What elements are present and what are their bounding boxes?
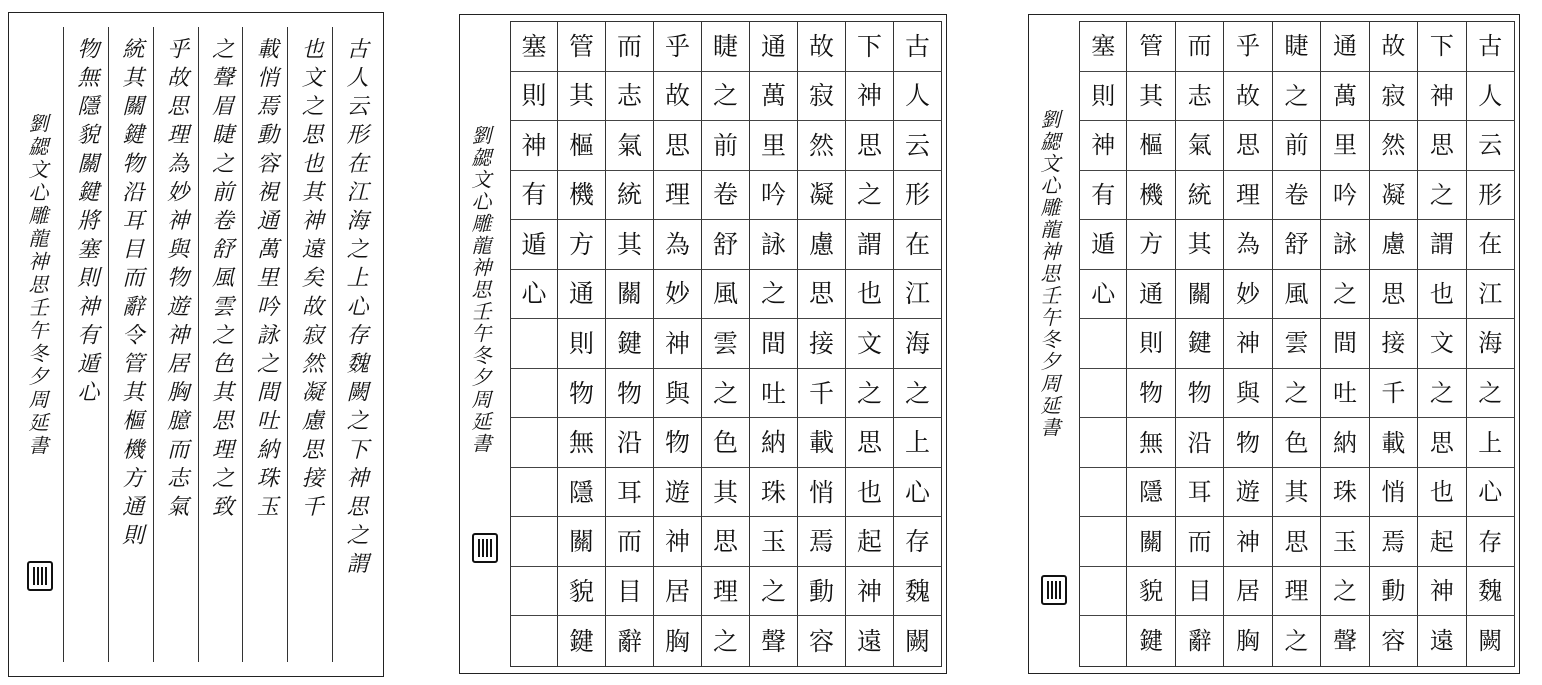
grid-cell: 遁 — [1079, 220, 1127, 270]
grid-cell: 寂 — [798, 72, 846, 122]
grid-cell — [1079, 418, 1127, 468]
grid-cell: 文 — [1418, 319, 1466, 369]
column-text: 物無隱貌關鍵將塞則神有遁心 — [73, 37, 99, 409]
grid-cell — [510, 418, 558, 468]
grid-cell: 則 — [558, 319, 606, 369]
grid-cell: 千 — [1370, 369, 1418, 419]
grid-cell — [1079, 369, 1127, 419]
calligraphy-panel-running-script — [8, 12, 384, 677]
signature-text: 劉勰文心雕龍神思壬午冬夕周延書 — [468, 125, 492, 455]
grid-cell — [510, 517, 558, 567]
grid-cell: 之 — [846, 369, 894, 419]
grid-cell: 辭 — [606, 616, 654, 666]
seal-stamp — [27, 561, 53, 591]
grid-cell: 起 — [846, 517, 894, 567]
grid-cell: 之 — [1467, 369, 1515, 419]
grid-cell: 關 — [1127, 517, 1175, 567]
grid-cell: 納 — [1321, 418, 1369, 468]
grid-cell: 神 — [1079, 121, 1127, 171]
grid-cell: 通 — [558, 270, 606, 320]
grid-cell: 云 — [894, 121, 942, 171]
grid-cell: 妙 — [654, 270, 702, 320]
grid-cell: 思 — [1224, 121, 1272, 171]
grid-cell: 神 — [846, 567, 894, 617]
grid-cell — [1079, 567, 1127, 617]
grid-cell: 也 — [846, 468, 894, 518]
grid-cell: 魏 — [894, 567, 942, 617]
grid-cell: 與 — [654, 369, 702, 419]
grid-cell: 物 — [1127, 369, 1175, 419]
grid-cell: 風 — [1273, 270, 1321, 320]
grid-cell: 理 — [654, 171, 702, 221]
grid-cell: 之 — [1273, 369, 1321, 419]
column-text: 之聲眉睫之前卷舒風雲之色其思理之致 — [208, 37, 234, 524]
grid-cell: 之 — [1321, 270, 1369, 320]
text-column — [153, 27, 198, 662]
grid-cell: 魏 — [1467, 567, 1515, 617]
grid-cell: 無 — [558, 418, 606, 468]
grid-cell: 遊 — [654, 468, 702, 518]
grid-cell: 管 — [558, 22, 606, 72]
grid-cell: 耳 — [1176, 468, 1224, 518]
grid-cell: 雲 — [702, 319, 750, 369]
grid-cell: 塞 — [1079, 22, 1127, 72]
character-grid — [510, 21, 942, 667]
grid-cell: 貌 — [558, 567, 606, 617]
grid-cell: 悄 — [798, 468, 846, 518]
grid-cell: 色 — [702, 418, 750, 468]
grid-cell: 管 — [1127, 22, 1175, 72]
grid-cell: 之 — [750, 567, 798, 617]
grid-cell: 樞 — [1127, 121, 1175, 171]
grid-cell: 動 — [1370, 567, 1418, 617]
column-text: 統其關鍵物沿耳目而辭令管其樞機方通則 — [118, 37, 144, 552]
grid-cell: 沿 — [606, 418, 654, 468]
grid-cell: 目 — [606, 567, 654, 617]
grid-cell: 上 — [1467, 418, 1515, 468]
grid-cell: 卷 — [702, 171, 750, 221]
grid-cell: 凝 — [1370, 171, 1418, 221]
grid-cell: 慮 — [1370, 220, 1418, 270]
grid-cell: 里 — [750, 121, 798, 171]
character-grid — [1079, 21, 1515, 667]
grid-cell: 玉 — [750, 517, 798, 567]
grid-cell: 人 — [1467, 72, 1515, 122]
grid-cell: 心 — [1467, 468, 1515, 518]
grid-cell: 詠 — [1321, 220, 1369, 270]
grid-cell: 物 — [654, 418, 702, 468]
grid-cell: 目 — [1176, 567, 1224, 617]
grid-cell: 間 — [1321, 319, 1369, 369]
grid-cell: 神 — [1224, 319, 1272, 369]
grid-cell: 氣 — [1176, 121, 1224, 171]
grid-cell: 理 — [702, 567, 750, 617]
grid-cell: 之 — [750, 270, 798, 320]
grid-cell: 則 — [1079, 72, 1127, 122]
grid-cell: 珠 — [750, 468, 798, 518]
grid-cell: 思 — [798, 270, 846, 320]
grid-cell: 形 — [1467, 171, 1515, 221]
grid-cell: 物 — [558, 369, 606, 419]
grid-cell: 古 — [894, 22, 942, 72]
grid-cell: 然 — [1370, 121, 1418, 171]
grid-cell: 下 — [1418, 22, 1466, 72]
grid-cell: 動 — [798, 567, 846, 617]
grid-cell: 為 — [654, 220, 702, 270]
grid-cell: 也 — [1418, 270, 1466, 320]
grid-cell: 舒 — [702, 220, 750, 270]
grid-cell: 之 — [894, 369, 942, 419]
grid-cell: 載 — [1370, 418, 1418, 468]
grid-cell — [1079, 616, 1127, 666]
grid-cell: 胸 — [1224, 616, 1272, 666]
grid-cell: 理 — [1224, 171, 1272, 221]
grid-cell: 凝 — [798, 171, 846, 221]
grid-cell: 志 — [1176, 72, 1224, 122]
grid-cell: 思 — [1273, 517, 1321, 567]
calligraphy-panel-regular-script — [459, 14, 947, 674]
grid-cell: 容 — [798, 616, 846, 666]
text-column — [198, 27, 243, 662]
grid-cell: 謂 — [1418, 220, 1466, 270]
grid-cell: 之 — [702, 369, 750, 419]
grid-cell: 妙 — [1224, 270, 1272, 320]
grid-cell: 千 — [798, 369, 846, 419]
grid-cell: 之 — [1321, 567, 1369, 617]
grid-cell: 接 — [798, 319, 846, 369]
grid-cell: 心 — [894, 468, 942, 518]
grid-cell: 思 — [846, 121, 894, 171]
grid-cell: 遠 — [1418, 616, 1466, 666]
grid-cell: 江 — [894, 270, 942, 320]
grid-cell: 謂 — [846, 220, 894, 270]
grid-cell: 機 — [558, 171, 606, 221]
text-column — [108, 27, 153, 662]
grid-cell: 隱 — [1127, 468, 1175, 518]
grid-cell: 色 — [1273, 418, 1321, 468]
text-column — [332, 27, 377, 662]
grid-cell: 闕 — [894, 616, 942, 666]
grid-cell: 海 — [1467, 319, 1515, 369]
grid-cell: 云 — [1467, 121, 1515, 171]
grid-cell: 耳 — [606, 468, 654, 518]
grid-cell: 辭 — [1176, 616, 1224, 666]
grid-cell: 遊 — [1224, 468, 1272, 518]
grid-cell — [510, 616, 558, 666]
grid-cell: 慮 — [798, 220, 846, 270]
grid-cell: 神 — [510, 121, 558, 171]
column-text: 乎故思理為妙神與物遊神居胸臆而志氣 — [163, 37, 189, 524]
grid-cell: 也 — [1418, 468, 1466, 518]
grid-cell: 睫 — [702, 22, 750, 72]
grid-cell — [1079, 319, 1127, 369]
grid-cell: 之 — [702, 72, 750, 122]
grid-cell: 接 — [1370, 319, 1418, 369]
grid-cell: 焉 — [1370, 517, 1418, 567]
grid-cell: 神 — [1224, 517, 1272, 567]
grid-cell: 存 — [894, 517, 942, 567]
signature-text: 劉勰文心雕龍神思壬午冬夕周延書 — [25, 113, 49, 458]
grid-cell: 其 — [1176, 220, 1224, 270]
grid-cell: 寂 — [1370, 72, 1418, 122]
grid-cell: 焉 — [798, 517, 846, 567]
grid-cell: 間 — [750, 319, 798, 369]
grid-cell: 遠 — [846, 616, 894, 666]
grid-cell: 萬 — [1321, 72, 1369, 122]
grid-cell: 神 — [654, 319, 702, 369]
grid-cell: 為 — [1224, 220, 1272, 270]
grid-cell: 然 — [798, 121, 846, 171]
grid-cell: 遁 — [510, 220, 558, 270]
column-text: 載悄焉動容視通萬里吟詠之間吐納珠玉 — [253, 37, 279, 524]
grid-cell: 吐 — [1321, 369, 1369, 419]
grid-cell: 在 — [894, 220, 942, 270]
grid-cell: 而 — [606, 22, 654, 72]
grid-cell: 之 — [846, 171, 894, 221]
grid-cell: 之 — [1418, 171, 1466, 221]
grid-cell: 詠 — [750, 220, 798, 270]
grid-cell: 塞 — [510, 22, 558, 72]
grid-cell: 通 — [1321, 22, 1369, 72]
grid-cell: 統 — [606, 171, 654, 221]
grid-cell: 故 — [798, 22, 846, 72]
grid-cell: 江 — [1467, 270, 1515, 320]
grid-cell: 無 — [1127, 418, 1175, 468]
grid-cell: 與 — [1224, 369, 1272, 419]
grid-cell: 樞 — [558, 121, 606, 171]
grid-cell: 通 — [1127, 270, 1175, 320]
column-text: 古人云形在江海之上心存魏闕之下神思之謂 — [343, 37, 369, 581]
grid-cell: 故 — [1224, 72, 1272, 122]
grid-cell — [1079, 517, 1127, 567]
grid-cell: 思 — [702, 517, 750, 567]
grid-cell: 志 — [606, 72, 654, 122]
grid-cell: 之 — [702, 616, 750, 666]
grid-cell: 吐 — [750, 369, 798, 419]
grid-cell: 之 — [1418, 369, 1466, 419]
grid-cell: 風 — [702, 270, 750, 320]
grid-cell: 乎 — [654, 22, 702, 72]
grid-cell: 萬 — [750, 72, 798, 122]
grid-cell: 雲 — [1273, 319, 1321, 369]
grid-cell: 鍵 — [606, 319, 654, 369]
grid-cell: 前 — [1273, 121, 1321, 171]
grid-cell: 方 — [558, 220, 606, 270]
grid-cell: 方 — [1127, 220, 1175, 270]
grid-cell: 神 — [846, 72, 894, 122]
grid-cell: 文 — [846, 319, 894, 369]
grid-cell: 神 — [654, 517, 702, 567]
grid-cell: 納 — [750, 418, 798, 468]
vertical-line-rules — [63, 27, 377, 662]
text-column — [242, 27, 287, 662]
text-column — [63, 27, 108, 662]
grid-cell: 關 — [1176, 270, 1224, 320]
grid-cell: 氣 — [606, 121, 654, 171]
grid-cell: 心 — [1079, 270, 1127, 320]
grid-cell: 而 — [1176, 22, 1224, 72]
grid-cell: 胸 — [654, 616, 702, 666]
grid-cell: 關 — [558, 517, 606, 567]
grid-cell: 隱 — [558, 468, 606, 518]
grid-cell: 統 — [1176, 171, 1224, 221]
grid-cell: 思 — [846, 418, 894, 468]
grid-cell: 則 — [510, 72, 558, 122]
grid-cell: 睫 — [1273, 22, 1321, 72]
grid-cell: 思 — [1370, 270, 1418, 320]
grid-cell: 容 — [1370, 616, 1418, 666]
grid-cell: 其 — [606, 220, 654, 270]
grid-cell: 沿 — [1176, 418, 1224, 468]
seal-stamp — [1041, 575, 1067, 605]
grid-cell: 其 — [1273, 468, 1321, 518]
grid-cell — [1079, 468, 1127, 518]
seal-stamp — [472, 533, 498, 563]
grid-cell: 上 — [894, 418, 942, 468]
grid-cell — [510, 567, 558, 617]
grid-cell: 鍵 — [558, 616, 606, 666]
grid-cell: 故 — [1370, 22, 1418, 72]
grid-cell: 舒 — [1273, 220, 1321, 270]
grid-cell — [510, 369, 558, 419]
grid-cell: 之 — [1273, 72, 1321, 122]
grid-cell: 里 — [1321, 121, 1369, 171]
grid-cell: 思 — [1418, 121, 1466, 171]
grid-cell: 也 — [846, 270, 894, 320]
grid-cell: 其 — [1127, 72, 1175, 122]
grid-cell: 海 — [894, 319, 942, 369]
grid-cell: 則 — [1127, 319, 1175, 369]
text-column — [287, 27, 332, 662]
grid-cell: 聲 — [750, 616, 798, 666]
grid-cell: 鍵 — [1176, 319, 1224, 369]
grid-cell: 其 — [702, 468, 750, 518]
grid-cell — [510, 319, 558, 369]
grid-cell: 通 — [750, 22, 798, 72]
grid-cell: 吟 — [1321, 171, 1369, 221]
grid-cell: 之 — [1273, 616, 1321, 666]
grid-cell: 有 — [1079, 171, 1127, 221]
grid-cell: 在 — [1467, 220, 1515, 270]
grid-cell: 聲 — [1321, 616, 1369, 666]
grid-cell: 思 — [1418, 418, 1466, 468]
grid-cell: 神 — [1418, 567, 1466, 617]
column-text: 也文之思也其神遠矣故寂然凝慮思接千 — [298, 37, 324, 524]
grid-cell: 理 — [1273, 567, 1321, 617]
grid-cell: 乎 — [1224, 22, 1272, 72]
grid-cell: 形 — [894, 171, 942, 221]
grid-cell: 闕 — [1467, 616, 1515, 666]
grid-cell: 有 — [510, 171, 558, 221]
grid-cell: 思 — [654, 121, 702, 171]
grid-cell: 貌 — [1127, 567, 1175, 617]
grid-cell: 人 — [894, 72, 942, 122]
grid-cell: 卷 — [1273, 171, 1321, 221]
grid-cell: 居 — [654, 567, 702, 617]
grid-cell: 悄 — [1370, 468, 1418, 518]
grid-cell: 玉 — [1321, 517, 1369, 567]
grid-cell: 古 — [1467, 22, 1515, 72]
grid-cell: 而 — [1176, 517, 1224, 567]
grid-cell: 機 — [1127, 171, 1175, 221]
grid-cell: 心 — [510, 270, 558, 320]
grid-cell: 物 — [1224, 418, 1272, 468]
grid-cell: 下 — [846, 22, 894, 72]
grid-cell — [510, 468, 558, 518]
grid-cell: 珠 — [1321, 468, 1369, 518]
grid-cell: 鍵 — [1127, 616, 1175, 666]
grid-cell: 前 — [702, 121, 750, 171]
grid-cell: 吟 — [750, 171, 798, 221]
grid-cell: 而 — [606, 517, 654, 567]
grid-cell: 物 — [1176, 369, 1224, 419]
grid-cell: 其 — [558, 72, 606, 122]
grid-cell: 物 — [606, 369, 654, 419]
calligraphy-panel-clerical-script — [1028, 14, 1520, 674]
grid-cell: 存 — [1467, 517, 1515, 567]
grid-cell: 居 — [1224, 567, 1272, 617]
grid-cell: 神 — [1418, 72, 1466, 122]
grid-cell: 故 — [654, 72, 702, 122]
grid-cell: 關 — [606, 270, 654, 320]
signature-text: 劉勰文心雕龍神思壬午冬夕周延書 — [1037, 109, 1061, 439]
grid-cell: 載 — [798, 418, 846, 468]
grid-cell: 起 — [1418, 517, 1466, 567]
